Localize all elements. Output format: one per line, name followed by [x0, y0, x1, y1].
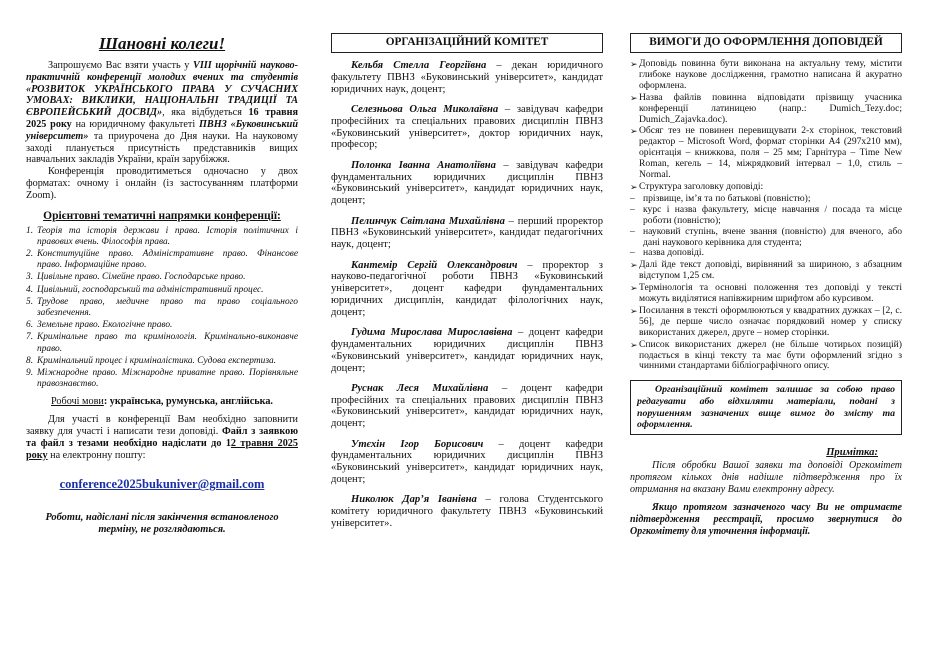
requirement-text: Структура заголовку доповіді:: [639, 180, 764, 192]
requirement-item: [630, 306, 902, 339]
member-name: Гудима Мирослава Мирославівна: [351, 327, 513, 339]
member-name: Полонка Іванна Анатоліївна: [351, 159, 496, 171]
committee-member: [331, 60, 603, 95]
topics-title: Орієнтовні тематичні напрямки конференції:: [43, 209, 281, 222]
member-name: Утєхін Ігор Борисович: [351, 438, 484, 450]
committee-note-box: Організаційний комітет залишає за собою право редагувати або відхиляти матеріали, подані з порушенням зазначених вище вимог до змісту та оформлення.: [630, 380, 902, 434]
member-name: Руснак Леся Михайлівна: [351, 382, 489, 394]
topic-text: Конституційне право. Адміністративне право. Фінансове право. Інформаційне право.: [37, 248, 298, 271]
topic-text: Земельне право. Екологічне право.: [37, 320, 173, 331]
requirement-text: Далі йде текст доповіді, вирівняний за шириною, з абзацним відступом 1,25 см.: [639, 259, 902, 282]
topic-item: [26, 356, 298, 367]
participation-run-1: 2 травня 2025 року: [26, 437, 298, 461]
topic-item: [26, 297, 298, 319]
topic-text: Цивільний, господарський та адміністративний процес.: [37, 284, 264, 295]
topics-list: [26, 226, 298, 391]
dash-bullet: –: [630, 225, 635, 237]
arrow-bullet-icon: ➢: [630, 283, 638, 294]
invitation-column: [26, 0, 298, 536]
topic-number: 8.: [26, 355, 34, 366]
deadline-note: Роботи, надіслані після закінчення встановленого терміну, не розглядаються.: [45, 512, 279, 536]
member-name: Пелинчук Світлана Михайлівна: [351, 215, 505, 227]
invitation-run-5: ПВНЗ «Буковинський університет»: [26, 118, 298, 142]
topic-item: [26, 368, 298, 390]
structure-text: назва доповіді.: [643, 247, 704, 259]
requirement-item: [630, 93, 902, 126]
invitation-run-1: VIII щорічній науково-практичній конференції молодих вчених та студентів «РОЗВИТОК УКРАЇНСЬКОГО ПРАВА У СУЧАСНИХ УМОВАХ: ВИКЛИКИ, НАЦІОНАЛЬНІ ТРАДИЦІЇ ТА ЄВРОПЕЙСЬКИЙ ДОСВІД»: [26, 60, 298, 119]
arrow-bullet-icon: ➢: [630, 260, 638, 271]
arrow-bullet-icon: ➢: [630, 59, 638, 69]
participation-run-2: на електронну пошту:: [47, 449, 146, 461]
invitation-run-4: на юридичному факультеті: [71, 118, 199, 130]
committee-member: [331, 494, 603, 529]
invitation-paragraph: [26, 60, 298, 166]
member-name: Кельбя Стелла Георгіївна: [351, 60, 487, 71]
topic-text: Міжнародне право. Міжнародне приватне право. Порівняльне правознавство.: [37, 368, 298, 390]
invitation-run-6: та приурочена до Дня науки. На науковому заході планується присутність представників вищих навчальних закладів України, країн зарубіжжя.: [26, 130, 298, 166]
topic-number: 1.: [26, 225, 34, 236]
topic-text: Теорія та історія держави і права. Історія політичних і правових вчень. Філософія права.: [37, 225, 298, 247]
topic-text: Кримінальне право та кримінологія. Кримінально-виконавче право.: [37, 332, 298, 354]
requirement-text: Список використаних джерел (не більше чотирьох позицій) подається в кінці тексту та має бути оформлений згідно з чинними стандартами бібліографічного опису.: [639, 338, 902, 372]
participation-paragraph: [26, 414, 298, 461]
requirement-text: Доповідь повинна бути виконана на актуальну тему, містити глибоке наукове дослідження, грамотно написана й акуратно оформлена.: [639, 58, 902, 91]
topic-number: 3.: [26, 272, 34, 283]
member-position: – завідувач кафедри професійних та спеціальних правових дисциплін ПВНЗ «Буковинський університет», доктор юридичних наук, професор;: [331, 103, 603, 151]
arrow-bullet-icon: ➢: [630, 305, 638, 316]
note-paragraph-1: Після обробки Вашої заявки та доповіді Оргкомітет протягом кількох днів надішле підтвердження про їх отримання на вказану Вами електронну адресу.: [630, 459, 902, 495]
structure-item: [630, 248, 902, 259]
topic-text: Трудове право, медичне право та право соціального забезпечення.: [37, 296, 298, 318]
note-paragraph-2: Якщо протягом зазначеного часу Ви не отримаєте підтвердження реєстрації, просимо звернутися до Оргкомітету для уточнення інформації.: [630, 501, 902, 537]
member-position: – доцент кафедри фундаментальних юридичних дисциплін ПВНЗ «Буковинський університет», кандидат юридичних наук, доцент;: [331, 327, 604, 374]
topic-number: 5.: [26, 296, 34, 307]
title-structure-list: [630, 194, 902, 259]
requirement-text: Обсяг тез не повинен перевищувати 2-х сторінок, текстовий редактор – Microsoft Word, формат сторінки А4 (297х210 мм), орієнтація – книжкова, поля – 25 мм; Гарнітура – Time New Roman, кегель – 14, міжрядковий інтервал – 1,0, стиль – Normal.: [639, 125, 902, 181]
topic-number: 6.: [26, 320, 34, 331]
requirements-column: [630, 0, 902, 538]
requirement-item: [630, 182, 902, 193]
structure-text: науковий ступінь, вчене звання (повністю) для вченого, або дані наукового керівника для студента;: [643, 225, 902, 248]
committee-member: [331, 439, 603, 486]
member-position: – завідувач кафедри фундаментальних юридичних дисциплін ПВНЗ «Буковинський університет», кандидат юридичних наук, доцент;: [331, 159, 603, 207]
invitation-run-2: , яка відбудеться: [162, 107, 249, 119]
dash-bullet: –: [630, 192, 635, 204]
dash-bullet: –: [630, 203, 635, 215]
committee-member: [331, 216, 603, 251]
requirement-text: Посилання в тексті оформлюються у квадратних дужках – [2, с. 56], де перше число означає порядковий номер у списку використаних джерел, друге – номер сторінки.: [639, 304, 902, 338]
committee-header: ОРГАНІЗАЦІЙНИЙ КОМІТЕТ: [331, 33, 603, 53]
member-name: Селезньова Ольга Миколаївна: [351, 103, 499, 115]
committee-column: [331, 0, 603, 538]
topic-number: 7.: [26, 332, 34, 343]
languages-value: : українська, румунська, англійська.: [103, 396, 273, 408]
requirement-item: [630, 340, 902, 373]
requirement-text: Термінологія та основні положення тез доповіді у тексті можуть виділятися напівжирним шрифтом або курсивом.: [639, 282, 902, 305]
topic-item: [26, 249, 298, 271]
greeting-heading: Шановні колеги!: [98, 34, 226, 53]
note-title: Примітка:: [826, 446, 878, 458]
structure-item: [630, 205, 902, 227]
member-position: – декан юридичного факультету ПВНЗ «Буковинський університет», кандидат юридичних наук, доцент;: [331, 60, 603, 95]
structure-text: курс і назва факультету, місце навчання / посада та місце роботи (повністю);: [643, 203, 902, 226]
topic-item: [26, 285, 298, 296]
arrow-bullet-icon: ➢: [630, 339, 638, 350]
committee-member: [331, 104, 603, 151]
contact-email-link[interactable]: conference2025bukuniver@gmail.com: [59, 477, 265, 492]
requirements-header: ВИМОГИ ДО ОФОРМЛЕННЯ ДОПОВІДЕЙ: [630, 33, 902, 53]
committee-member: [331, 383, 603, 430]
member-position: – доцент кафедри фундаментальних юридичних дисциплін ПВНЗ «Буковинський університет», кандидат юридичних наук, доцент;: [331, 438, 603, 486]
requirement-item: [630, 59, 902, 92]
topic-text: Цивільне право. Сімейне право. Господарське право.: [37, 272, 246, 283]
topic-item: [26, 332, 298, 354]
requirement-item: [630, 260, 902, 282]
format-paragraph: Конференція проводитиметься одночасно у двох форматах: очному і онлайн (із застосуванням платформи Zoom).: [26, 166, 298, 201]
member-name: Николюк Дар’я Іванівна: [351, 494, 477, 506]
structure-item: [630, 227, 902, 249]
requirements-list: [630, 59, 902, 372]
languages-line: [26, 396, 298, 408]
topic-number: 4.: [26, 284, 34, 295]
participation-run-0: Для участі в конференції Вам необхідно заповнити заявку для участі і написати тези доповіді. Файл з заявкою та файл з тезами необхідно надіслати до 1: [26, 414, 298, 449]
structure-text: прізвище, ім’я та по батькові (повністю);: [643, 192, 811, 204]
arrow-bullet-icon: ➢: [630, 126, 638, 137]
member-name: Кантемір Сергій Олександрович: [351, 259, 518, 271]
committee-members-list: [331, 60, 603, 530]
arrow-bullet-icon: ➢: [630, 181, 638, 192]
topic-item: [26, 320, 298, 331]
committee-member: [331, 327, 603, 374]
dash-bullet: –: [630, 247, 635, 259]
title-structure-wrapper: [630, 194, 902, 259]
topic-text: Кримінальний процес і криміналістика. Судова експертиза.: [37, 355, 277, 366]
requirement-item: [630, 283, 902, 305]
member-position: – перший проректор ПВНЗ «Буковинський університет», кандидат педагогічних наук, доцент;: [331, 215, 603, 251]
requirement-item: [630, 126, 902, 181]
invitation-run-0: Запрошуємо Вас взяти участь у: [48, 60, 194, 71]
member-position: – голова Студентського комітету юридичного факультету ПВНЗ «Буковинський університет».: [331, 494, 603, 530]
arrow-bullet-icon: ➢: [630, 92, 638, 103]
member-position: – доцент кафедри професійних та спеціальних правових дисциплін ПВНЗ «Буковинський університет», кандидат юридичних наук, доцент;: [331, 382, 603, 430]
topic-number: 9.: [26, 368, 34, 378]
languages-label: Робочі мови: [51, 396, 104, 408]
topic-item: [26, 272, 298, 283]
topic-number: 2.: [26, 248, 34, 259]
invitation-run-3: 16 травня 2025 року: [26, 107, 298, 130]
committee-member: [331, 160, 603, 207]
requirement-text: Назва файлів повинна відповідати прізвищу учасника конференції латиницею (напр.: Dumich_Tezy.doc; Dumich_Zajavka.doc).: [639, 91, 902, 125]
member-position: – проректор з науково-педагогічної роботи ПВНЗ «Буковинський університет», доцент кафедри фундаментальних юридичних дисциплін, кандидат філологічних наук, доцент;: [331, 259, 603, 318]
committee-member: [331, 260, 603, 319]
topic-item: [26, 226, 298, 248]
